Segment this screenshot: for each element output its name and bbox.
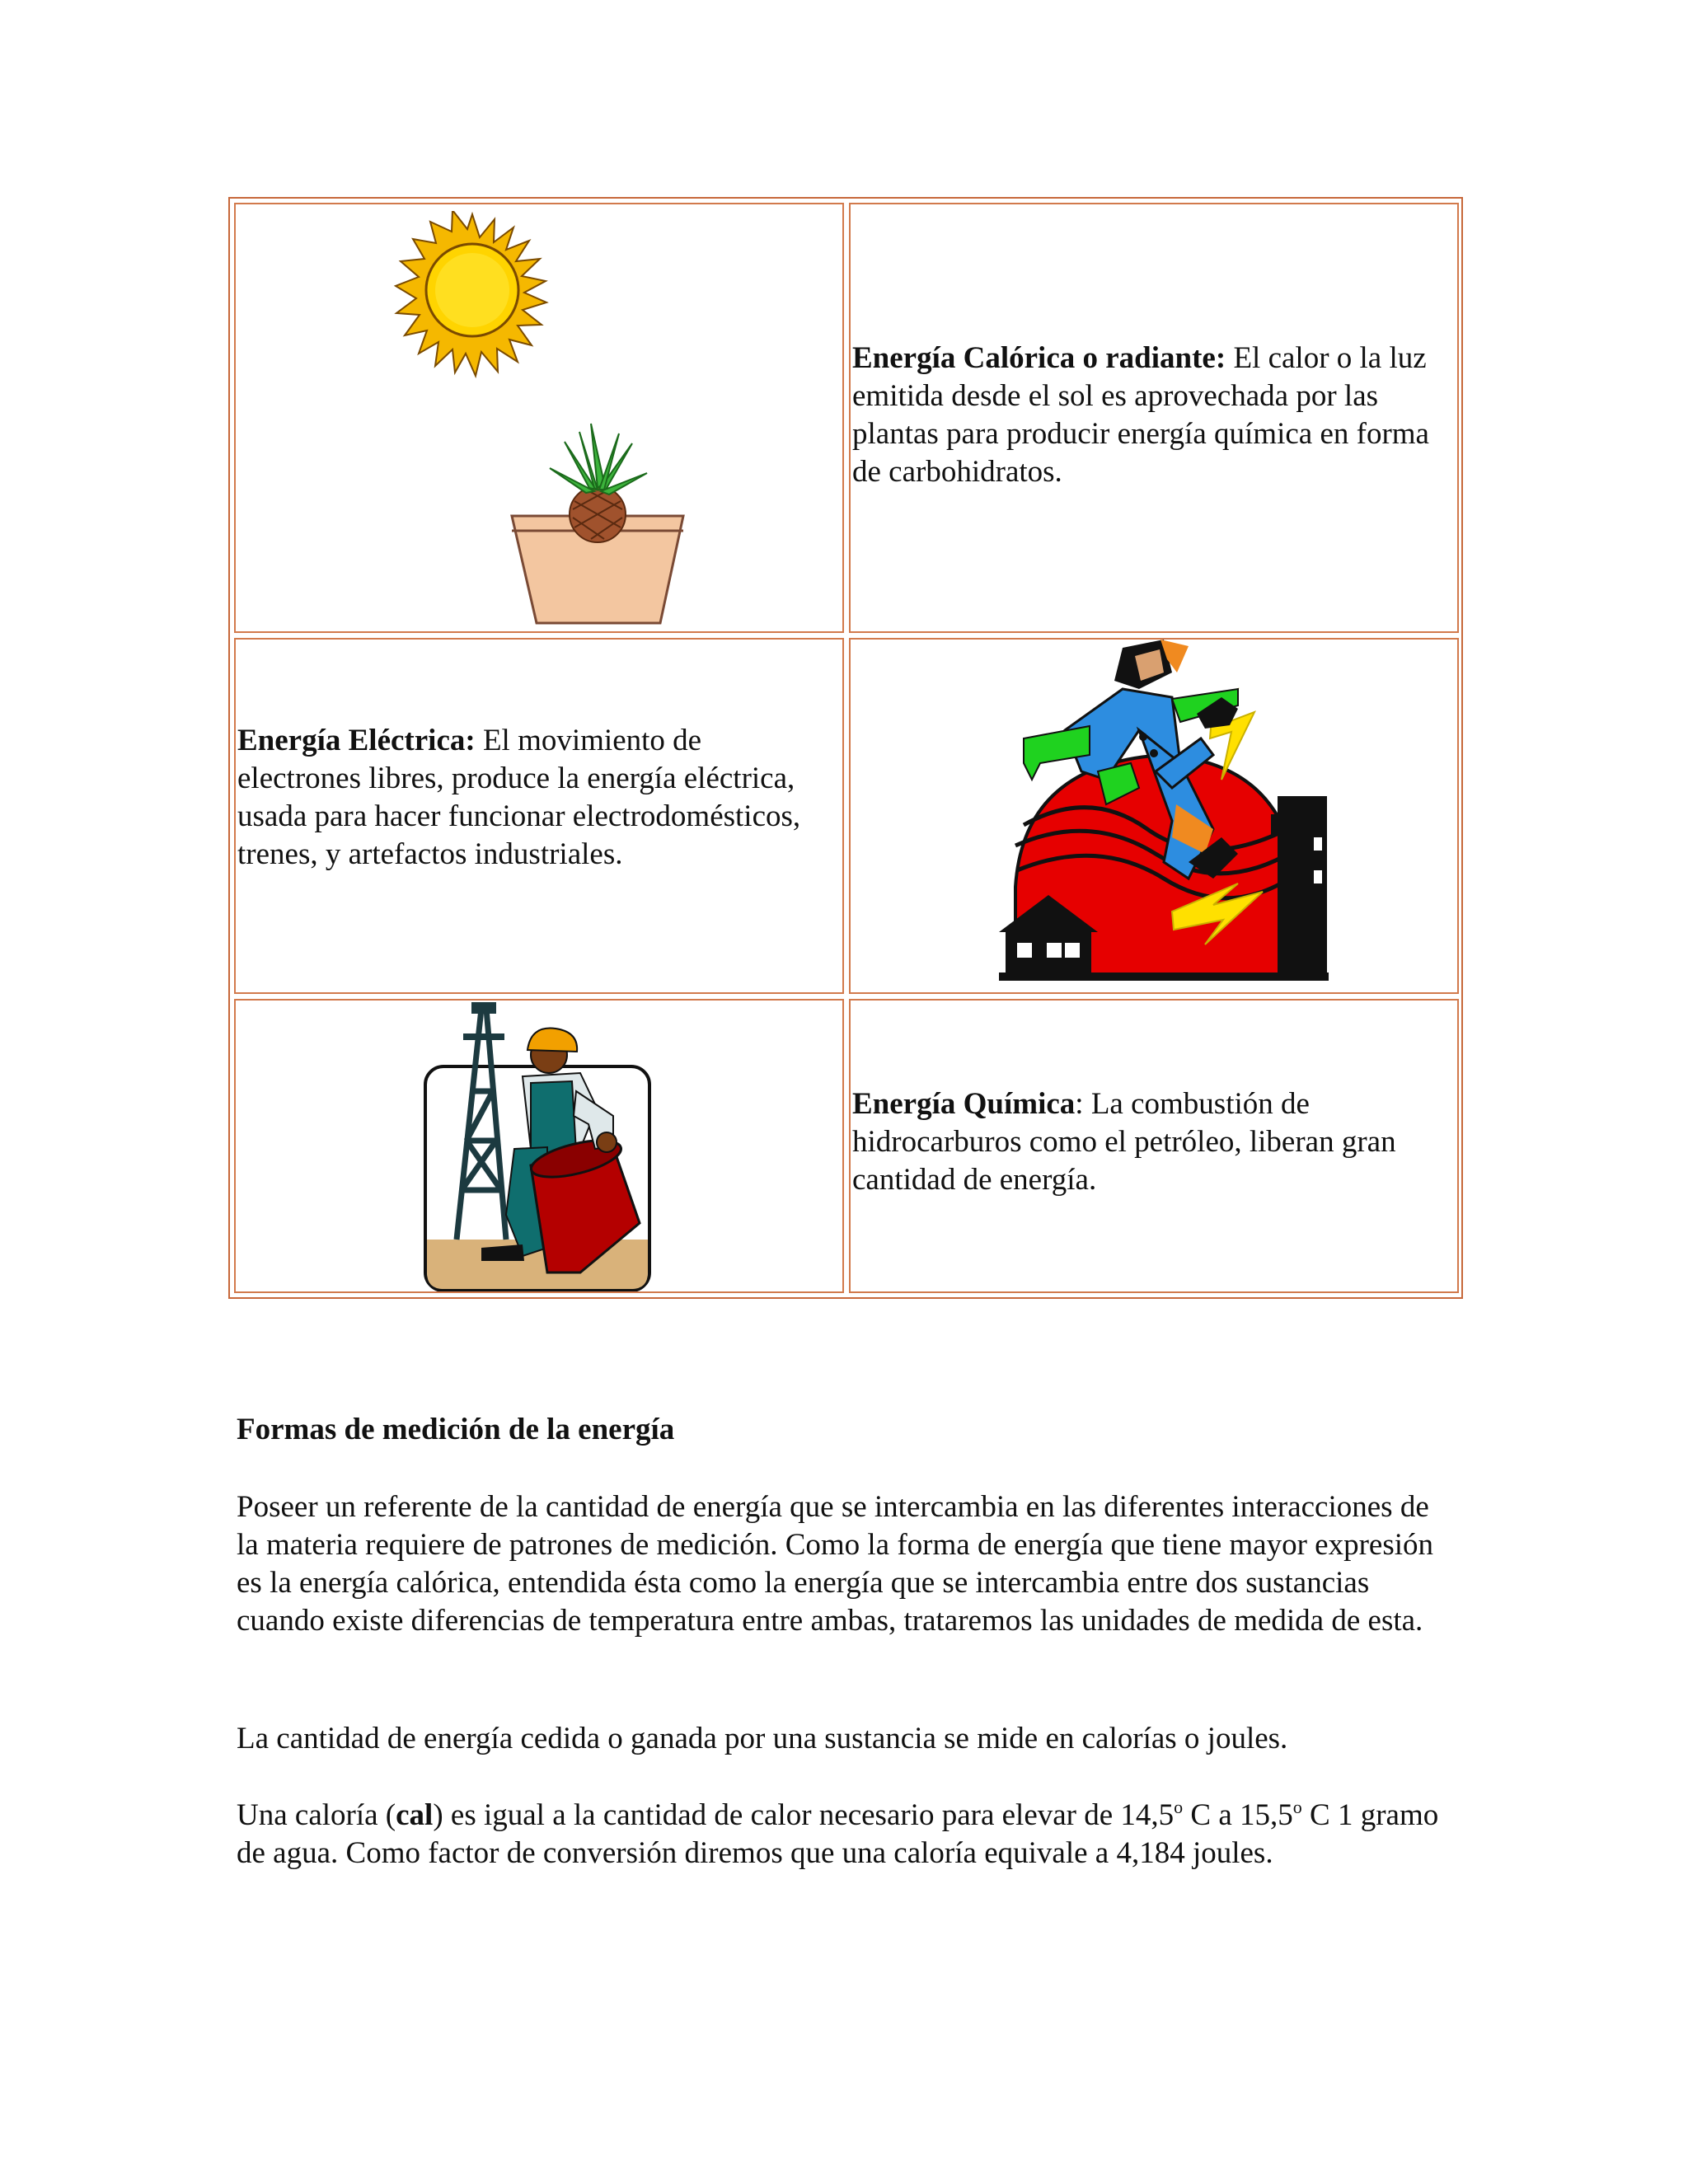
table-cell-image-electric [849, 638, 1459, 994]
chemical-energy-term: Energía Química [852, 1087, 1076, 1121]
sun-and-potted-plant-icon [388, 211, 685, 631]
electrocuted-worker-icon [966, 640, 1353, 994]
radiant-energy-term: Energía Calórica o radiante: [852, 341, 1226, 375]
calorie-text-part4: C 1 gramo de agua. Como factor de conversión diremos que una caloría equivale a 4,184 joules. [237, 1798, 1439, 1870]
table-cell-text-radiant [849, 203, 1459, 633]
degree-superscript-2: o [1292, 1797, 1302, 1817]
chemical-energy-description [852, 1085, 1446, 1199]
oil-worker-with-barrel-icon [424, 1001, 654, 1293]
calorie-abbrev: cal [396, 1798, 434, 1832]
paragraph-calorie-definition [237, 1797, 1456, 1872]
table-cell-image-radiant [234, 203, 844, 633]
chemical-energy-text: : La combustión de hidrocarburos como el petróleo, liberan gran cantidad de energía. [852, 1087, 1396, 1197]
table-cell-text-chemical [849, 999, 1459, 1293]
calorie-text-part2: ) es igual a la cantidad de calor necesario para elevar de 14,5 [433, 1798, 1175, 1832]
paragraph-energy-reference: Poseer un referente de la cantidad de energía que se intercambia en las diferentes interacciones de la materia requiere de patrones de medición. Como la forma de energía que tiene mayor expresión es la energía calórica, entendida ésta como la energía que se intercambia entre dos sustancias cuando existe diferencias de temperatura entre ambas, trataremos las unidades de medida de esta. [237, 1490, 1434, 1638]
electric-energy-description [237, 722, 831, 874]
energy-types-table [228, 197, 1463, 1299]
electric-energy-term: Energía Eléctrica: [237, 724, 476, 757]
radiant-energy-text: El calor o la luz emitida desde el sol es aprovechada por las plantas para producir energía química en forma de carbohidratos. [852, 341, 1429, 489]
table-cell-text-electric [234, 638, 844, 994]
paragraph-energy-units: La cantidad de energía cedida o ganada por una sustancia se mide en calorías o joules. [237, 1722, 1288, 1755]
section-title: Formas de medición de la energía [237, 1413, 675, 1446]
radiant-energy-description [852, 340, 1446, 491]
degree-superscript-1: o [1174, 1797, 1184, 1817]
electric-energy-text: El movimiento de electrones libres, produce la energía eléctrica, usada para hacer funcionar electrodomésticos, trenes, y artefactos industriales. [237, 724, 801, 871]
calorie-text-part3: C a 15,5 [1183, 1798, 1293, 1832]
table-cell-image-chemical [234, 999, 844, 1293]
calorie-text-part1: Una caloría ( [237, 1798, 396, 1832]
